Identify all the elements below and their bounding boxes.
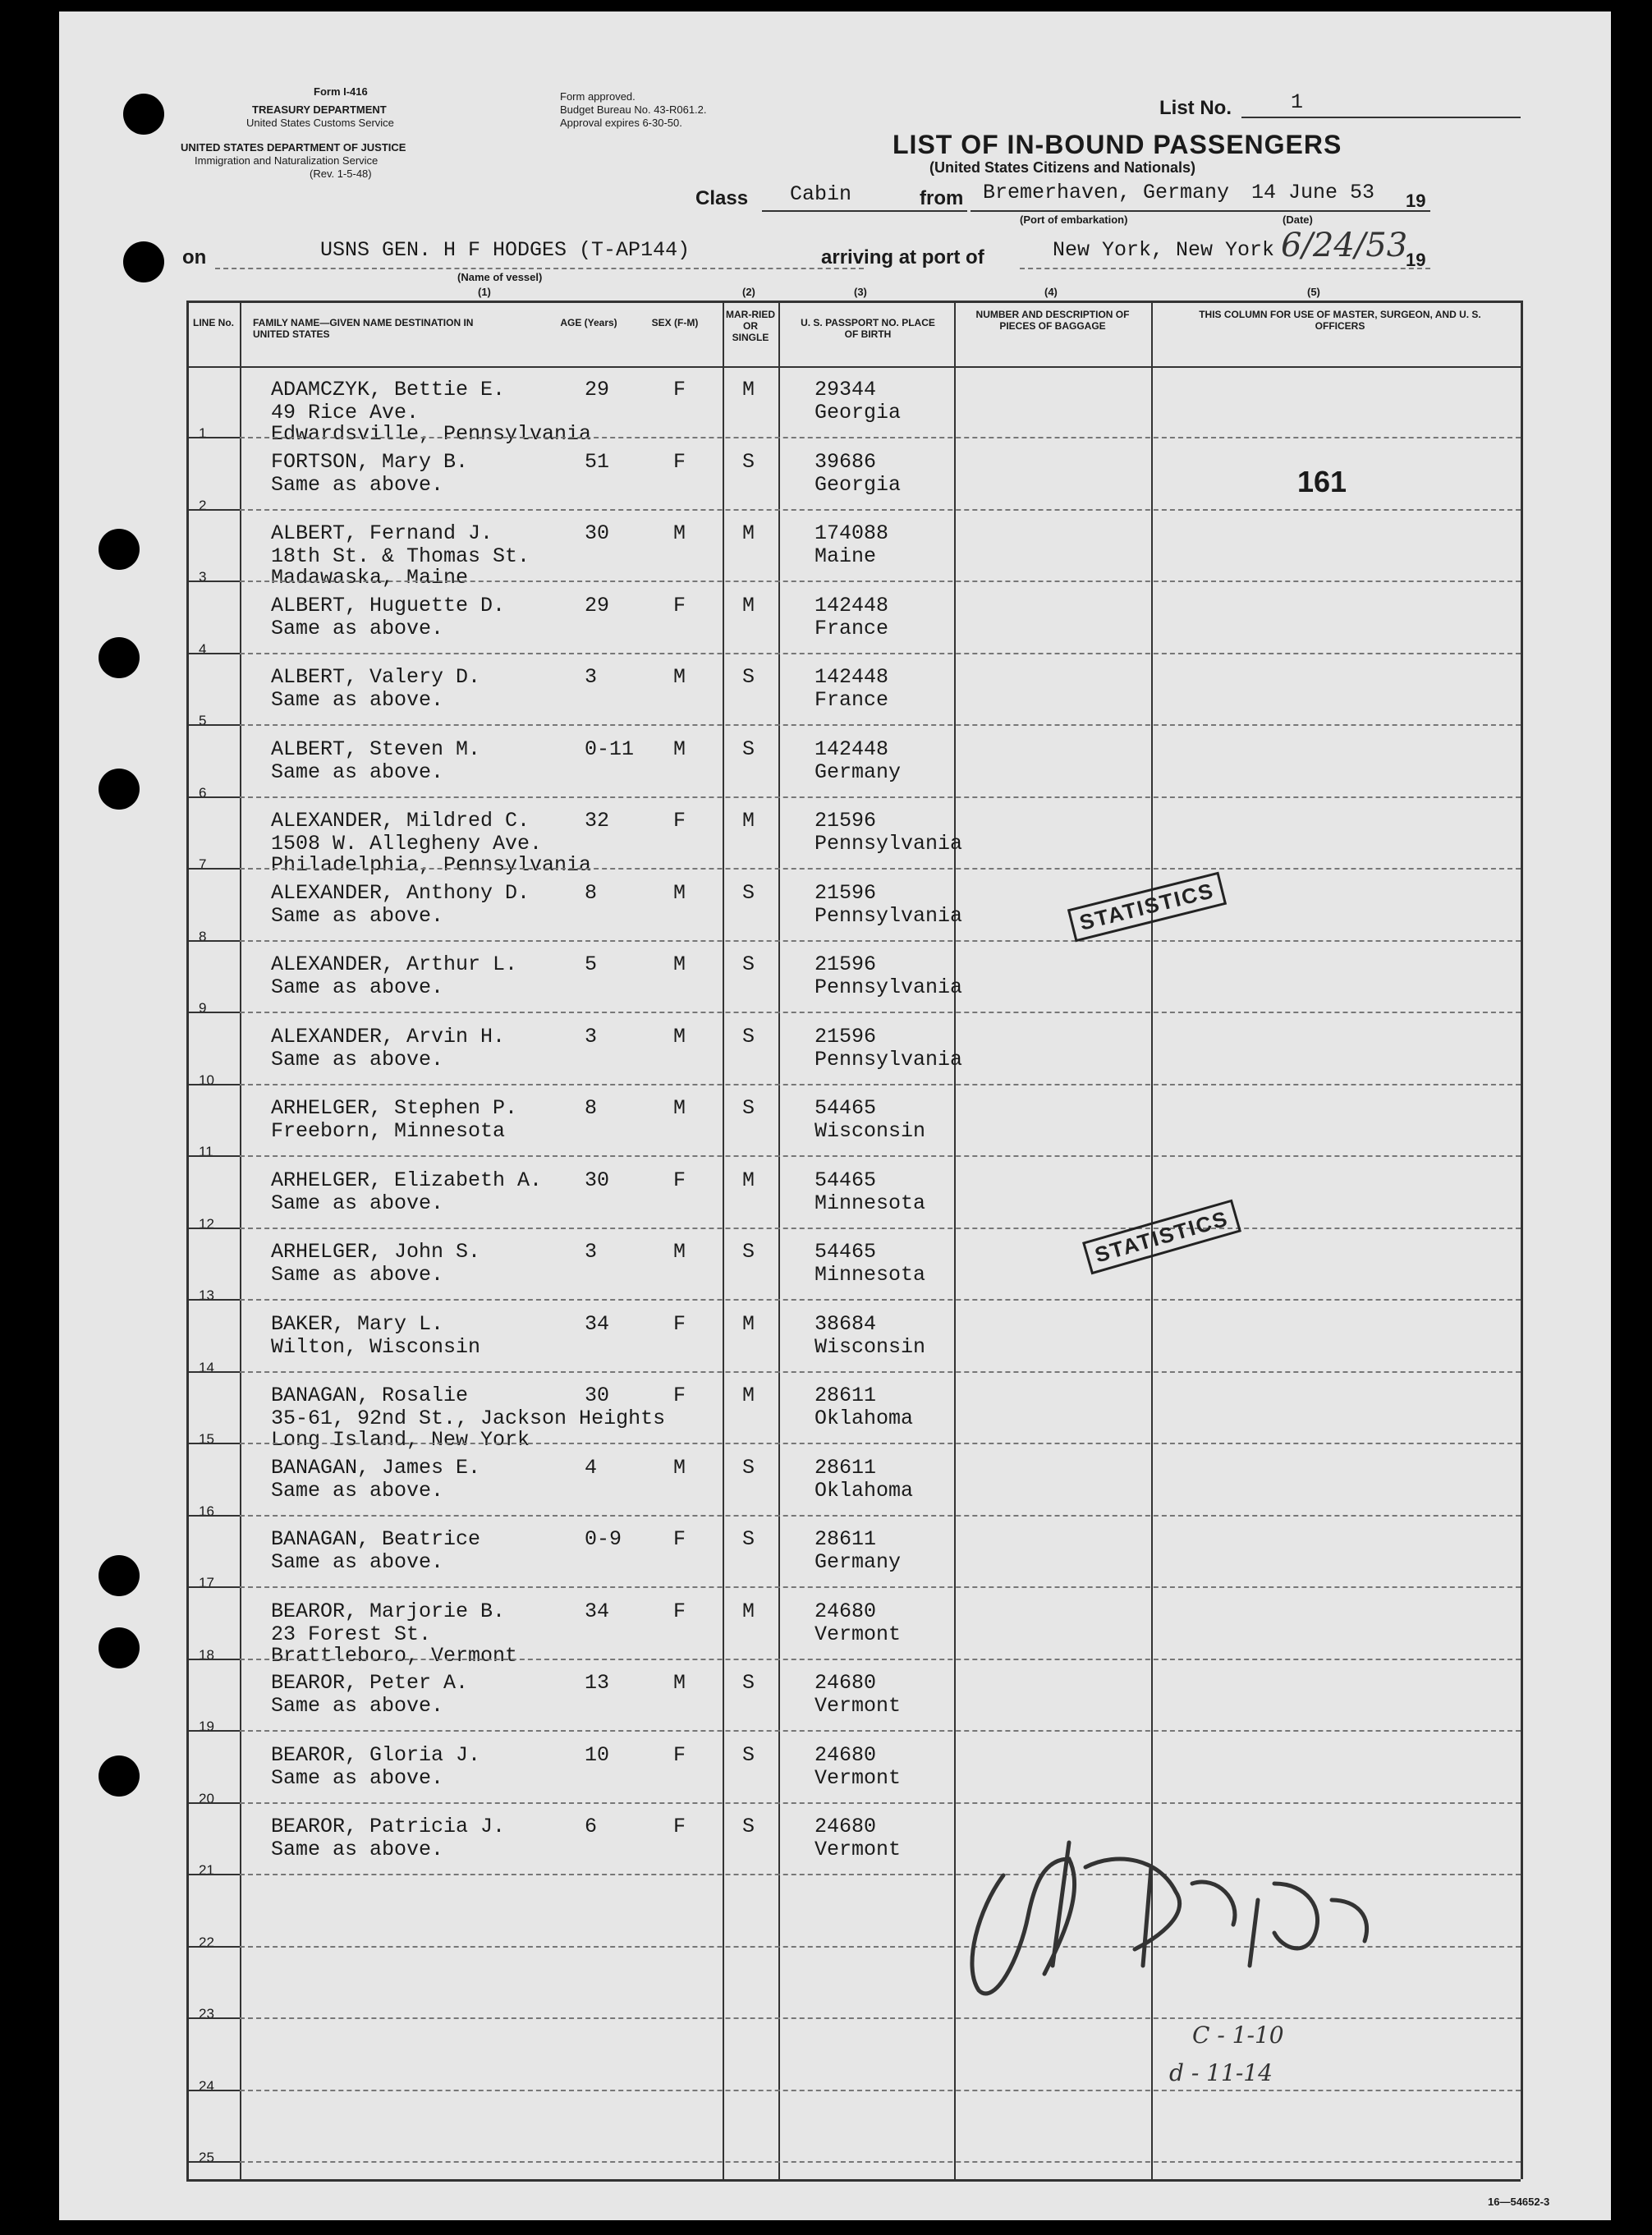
place-of-birth: Pennsylvania	[815, 903, 963, 928]
passenger-address: 35-61, 92nd St., Jackson Heights	[271, 1407, 666, 1430]
line-number: 1	[199, 425, 207, 441]
passport-number: 142448	[815, 593, 889, 617]
line-number: 5	[199, 713, 207, 728]
passenger-address: Same as above.	[271, 1694, 444, 1718]
table-row	[59, 1301, 1611, 1373]
passenger-name: FORTSON, Mary B.	[271, 449, 469, 474]
table-row	[59, 1228, 1611, 1301]
passenger-name: ALEXANDER, Mildred C.	[271, 809, 530, 833]
place-of-birth: Wisconsin	[815, 1334, 926, 1359]
passenger-marital-status: M	[742, 1599, 755, 1623]
ins-service: Immigration and Naturalization Service	[195, 154, 379, 167]
line-number: 19	[199, 1719, 214, 1734]
place-of-birth: Wisconsin	[815, 1119, 926, 1143]
line-number: 17	[199, 1575, 214, 1590]
passenger-sex: M	[673, 665, 686, 689]
passenger-age: 10	[585, 1742, 610, 1767]
passenger-name: ARHELGER, John S.	[271, 1240, 481, 1264]
passenger-address: Same as above.	[271, 1765, 444, 1790]
department-of-justice: UNITED STATES DEPARTMENT OF JUSTICE	[181, 141, 406, 154]
line-number: 8	[199, 928, 207, 944]
passenger-address: 49 Rice Ave.	[271, 401, 420, 425]
passenger-name: BEAROR, Peter A.	[271, 1671, 469, 1695]
passport-number: 38684	[815, 1311, 877, 1336]
passenger-marital-status: M	[742, 1384, 755, 1407]
place-of-birth: Pennsylvania	[815, 975, 963, 999]
passenger-sex: F	[673, 1815, 686, 1838]
handwritten-note: d - 11-14	[1169, 2059, 1273, 2086]
passenger-address: 18th St. & Thomas St.	[271, 544, 530, 568]
line-number: 3	[199, 569, 207, 585]
passenger-name: ALEXANDER, Anthony D.	[271, 880, 530, 905]
passenger-marital-status: S	[742, 1742, 755, 1767]
treasury-department: TREASURY DEPARTMENT	[252, 103, 387, 116]
col-header-sex: SEX (F-M)	[651, 317, 699, 328]
passenger-address: Same as above.	[271, 1478, 444, 1503]
passenger-sex: M	[673, 1096, 686, 1120]
manifest-sheet	[59, 11, 1611, 2220]
passenger-name: ARHELGER, Stephen P.	[271, 1096, 518, 1120]
table-row	[59, 2019, 1611, 2094]
table-row	[59, 1516, 1611, 1588]
place-of-birth: Pennsylvania	[815, 832, 963, 856]
passenger-address: Same as above.	[271, 1191, 444, 1215]
passenger-sex: F	[673, 1384, 686, 1407]
passenger-sex: M	[673, 1671, 686, 1695]
passport-number: 24680	[815, 1671, 877, 1695]
passport-number: 24680	[815, 1815, 877, 1838]
port-embarkation-caption: (Port of embarkation)	[1020, 213, 1128, 226]
passenger-sex: F	[673, 378, 686, 402]
passenger-age: 3	[585, 665, 598, 689]
passenger-age: 6	[585, 1815, 598, 1838]
passenger-address: Same as above.	[271, 616, 444, 640]
passenger-name: ALBERT, Fernand J.	[271, 521, 493, 545]
table-row	[59, 797, 1611, 877]
passenger-marital-status: S	[742, 1815, 755, 1838]
passenger-name: ALEXANDER, Arthur L.	[271, 952, 518, 976]
passenger-name: ALBERT, Valery D.	[271, 665, 481, 689]
arrival-date: 6/24/53	[1281, 227, 1408, 264]
passenger-name: ALBERT, Steven M.	[271, 737, 481, 761]
col-header-baggage: NUMBER AND DESCRIPTION OF PIECES OF BAGGAGE	[975, 309, 1130, 332]
col-header-officers: THIS COLUMN FOR USE OF MASTER, SURGEON, AND U. S. OFFICERS	[1199, 309, 1481, 332]
line-number: 25	[199, 2150, 214, 2165]
place-of-birth: Maine	[815, 544, 877, 568]
column-number: (4)	[1044, 286, 1058, 298]
passenger-marital-status: S	[742, 449, 755, 474]
place-of-birth: France	[815, 688, 889, 712]
line-number: 14	[199, 1359, 214, 1375]
passenger-marital-status: S	[742, 952, 755, 976]
place-of-birth: Minnesota	[815, 1263, 926, 1287]
list-number-value: 1	[1291, 90, 1304, 114]
punch-hole	[123, 241, 164, 282]
place-of-birth: Vermont	[815, 1694, 902, 1718]
passenger-age: 0-11	[585, 737, 635, 761]
list-number-label: List No.	[1159, 97, 1232, 119]
column-number: (2)	[742, 286, 755, 298]
year-prefix: 19	[1406, 190, 1426, 211]
passport-number: 174088	[815, 521, 889, 545]
passport-number: 21596	[815, 952, 877, 976]
table-row	[59, 1588, 1611, 1668]
col-header-passport: U. S. PASSPORT NO. PLACE OF BIRTH	[801, 317, 935, 340]
passenger-marital-status: M	[742, 1311, 755, 1336]
embarkation-date: 14 June 53	[1251, 181, 1375, 204]
table-row	[59, 2090, 1611, 2163]
from-label: from	[920, 187, 964, 209]
passenger-name: ALBERT, Huguette D.	[271, 593, 506, 617]
passport-number: 54465	[815, 1240, 877, 1264]
table-row	[59, 941, 1611, 1016]
customs-service: United States Customs Service	[246, 117, 394, 129]
footer-code: 16—54652-3	[1488, 2196, 1550, 2208]
passenger-address: Wilton, Wisconsin	[271, 1334, 481, 1359]
line-number: 18	[199, 1646, 214, 1663]
form-approved: Form approved.	[560, 90, 636, 103]
place-of-birth: Pennsylvania	[815, 1047, 963, 1072]
passenger-address: 1508 W. Allegheny Ave.	[271, 832, 543, 856]
passenger-sex: M	[673, 952, 686, 976]
passenger-address: Same as above.	[271, 1263, 444, 1287]
passport-number: 21596	[815, 1024, 877, 1049]
passenger-marital-status: S	[742, 1096, 755, 1120]
passenger-address: Same as above.	[271, 1838, 444, 1861]
passport-number: 21596	[815, 880, 877, 905]
passenger-marital-status: S	[742, 880, 755, 905]
line-number: 11	[199, 1144, 213, 1159]
col-header-line: LINE No.	[193, 317, 234, 328]
passenger-sex: F	[673, 1599, 686, 1623]
place-of-birth: Minnesota	[815, 1191, 926, 1215]
place-of-birth: Oklahoma	[815, 1407, 914, 1430]
line-number: 10	[199, 1072, 214, 1088]
place-of-birth: Germany	[815, 760, 902, 784]
line-number: 24	[199, 2077, 214, 2094]
form-number: Form I-416	[314, 85, 368, 98]
passenger-address: 23 Forest St.	[271, 1622, 432, 1646]
passenger-marital-status: S	[742, 1455, 755, 1480]
passenger-marital-status: S	[742, 1527, 755, 1551]
passenger-age: 4	[585, 1455, 598, 1480]
table-row	[59, 510, 1611, 590]
table-row	[59, 726, 1611, 801]
passenger-address: Same as above.	[271, 975, 444, 999]
column-number: (5)	[1307, 286, 1320, 298]
class-label: Class	[695, 187, 749, 209]
column-number: (3)	[854, 286, 867, 298]
passport-number: 54465	[815, 1096, 877, 1120]
passenger-sex: M	[673, 1240, 686, 1264]
table-row	[59, 870, 1611, 942]
passenger-address: Same as above.	[271, 688, 444, 712]
budget-bureau-number: Budget Bureau No. 43-R061.2.	[560, 103, 707, 116]
passenger-address: Same as above.	[271, 472, 444, 497]
passenger-marital-status: S	[742, 737, 755, 761]
arriving-label: arriving at port of	[821, 246, 984, 268]
passenger-marital-status: M	[742, 521, 755, 545]
passenger-name: BANAGAN, Rosalie	[271, 1384, 469, 1407]
passenger-age: 13	[585, 1671, 610, 1695]
passenger-sex: M	[673, 1455, 686, 1480]
document-title: LIST OF IN-BOUND PASSENGERS	[893, 130, 1342, 159]
place-of-birth: Vermont	[815, 1838, 902, 1861]
passport-number: 24680	[815, 1599, 877, 1623]
passenger-address-2: Edwardsville, Pennsylvania	[271, 422, 592, 446]
handwritten-note: C - 1-10	[1192, 2022, 1284, 2049]
passenger-address: Same as above.	[271, 1550, 444, 1574]
vessel-name: USNS GEN. H F HODGES (T-AP144)	[320, 238, 691, 262]
statistics-stamp: STATISTICS	[1082, 1200, 1241, 1275]
passport-number: 28611	[815, 1384, 877, 1407]
passenger-age: 29	[585, 378, 610, 402]
date-caption: (Date)	[1283, 213, 1313, 226]
passenger-name: ALEXANDER, Arvin H.	[271, 1024, 506, 1049]
passenger-marital-status: M	[742, 809, 755, 833]
passenger-address: Same as above.	[271, 760, 444, 784]
passenger-name: BEAROR, Gloria J.	[271, 1742, 481, 1767]
place-of-birth: Oklahoma	[815, 1478, 914, 1503]
statistics-stamp: STATISTICS	[1067, 872, 1227, 943]
year-prefix-2: 19	[1406, 250, 1426, 270]
passenger-name: BEAROR, Marjorie B.	[271, 1599, 506, 1623]
passenger-name: ADAMCZYK, Bettie E.	[271, 378, 506, 402]
line-number: 15	[199, 1431, 214, 1447]
passenger-age: 5	[585, 952, 598, 976]
port-of-embarkation: Bremerhaven, Germany	[983, 181, 1230, 204]
table-row	[59, 438, 1611, 511]
passenger-age: 30	[585, 1384, 610, 1407]
passenger-sex: M	[673, 880, 686, 905]
passenger-age: 30	[585, 1168, 610, 1192]
line-number: 7	[199, 856, 207, 872]
passenger-name: BANAGAN, Beatrice	[271, 1527, 481, 1551]
passenger-address-2: Philadelphia, Pennsylvania	[271, 853, 592, 877]
class-value: Cabin	[790, 182, 852, 206]
passenger-name: BAKER, Mary L.	[271, 1311, 444, 1336]
passport-number: 29344	[815, 378, 877, 402]
passenger-age: 34	[585, 1599, 610, 1623]
passport-number: 21596	[815, 809, 877, 833]
passenger-age: 8	[585, 880, 598, 905]
passport-number: 24680	[815, 1742, 877, 1767]
place-of-birth: Georgia	[815, 472, 902, 497]
table-row	[59, 654, 1611, 726]
place-of-birth: Vermont	[815, 1765, 902, 1790]
document-subtitle: (United States Citizens and Nationals)	[929, 159, 1196, 176]
line-number: 23	[199, 2006, 214, 2022]
col-header-married: MAR-RIED OR SINGLE	[726, 309, 775, 343]
column-number: (1)	[478, 286, 491, 298]
signature-scribble	[946, 1777, 1406, 2023]
table-row	[59, 366, 1611, 446]
passenger-marital-status: S	[742, 1024, 755, 1049]
passport-number: 142448	[815, 737, 889, 761]
line-number: 20	[199, 1790, 214, 1806]
passport-number: 28611	[815, 1455, 877, 1480]
passenger-age: 0-9	[585, 1527, 622, 1551]
passport-number: 142448	[815, 665, 889, 689]
passenger-sex: F	[673, 1168, 686, 1192]
passenger-sex: F	[673, 809, 686, 833]
passenger-sex: F	[673, 1527, 686, 1551]
passenger-age: 8	[585, 1096, 598, 1120]
passport-number: 28611	[815, 1527, 877, 1551]
passenger-marital-status: M	[742, 378, 755, 402]
line-number: 12	[199, 1215, 214, 1232]
line-number: 9	[199, 1000, 207, 1016]
table-row	[59, 582, 1611, 657]
passenger-marital-status: S	[742, 1240, 755, 1264]
on-label: on	[182, 246, 207, 268]
passenger-age: 3	[585, 1024, 598, 1049]
passenger-address-2: Madawaska, Maine	[271, 566, 469, 590]
passenger-sex: M	[673, 1024, 686, 1049]
passenger-age: 34	[585, 1311, 610, 1336]
passport-number: 54465	[815, 1168, 877, 1192]
passenger-sex: F	[673, 1311, 686, 1336]
line-number: 4	[199, 640, 207, 657]
passenger-age: 29	[585, 593, 610, 617]
line-number: 16	[199, 1503, 214, 1519]
punch-hole	[123, 94, 164, 135]
table-row	[59, 1085, 1611, 1157]
passenger-name: BEAROR, Patricia J.	[271, 1815, 506, 1838]
place-of-birth: Vermont	[815, 1622, 902, 1646]
officer-number: 161	[1297, 465, 1347, 498]
passenger-marital-status: S	[742, 665, 755, 689]
passenger-address: Freeborn, Minnesota	[271, 1119, 506, 1143]
table-row	[59, 1372, 1611, 1452]
passenger-age: 51	[585, 449, 610, 474]
passenger-sex: M	[673, 737, 686, 761]
line-number: 2	[199, 497, 207, 513]
passenger-age: 32	[585, 809, 610, 833]
arrival-port: New York, New York	[1053, 238, 1275, 262]
table-row	[59, 1659, 1611, 1732]
passenger-address: Same as above.	[271, 1047, 444, 1072]
form-revision: (Rev. 1-5-48)	[310, 168, 372, 180]
line-number: 6	[199, 784, 207, 801]
place-of-birth: France	[815, 616, 889, 640]
passenger-name: ARHELGER, Elizabeth A.	[271, 1168, 543, 1192]
line-number: 22	[199, 1934, 214, 1950]
vessel-caption: (Name of vessel)	[457, 271, 543, 283]
passenger-marital-status: M	[742, 1168, 755, 1192]
approval-expiry: Approval expires 6-30-50.	[560, 117, 682, 129]
passenger-sex: F	[673, 1742, 686, 1767]
col-header-name: FAMILY NAME—GIVEN NAME DESTINATION IN UNITED STATES	[253, 317, 474, 340]
line-number: 13	[199, 1287, 214, 1303]
passport-number: 39686	[815, 449, 877, 474]
passenger-marital-status: M	[742, 593, 755, 617]
col-header-age: AGE (Years)	[560, 317, 617, 328]
place-of-birth: Germany	[815, 1550, 902, 1574]
passenger-age: 3	[585, 1240, 598, 1264]
passenger-address-2: Brattleboro, Vermont	[271, 1643, 518, 1668]
line-number: 21	[199, 1862, 214, 1878]
passenger-sex: F	[673, 449, 686, 474]
passenger-marital-status: S	[742, 1671, 755, 1695]
passenger-name: BANAGAN, James E.	[271, 1455, 481, 1480]
passenger-address: Same as above.	[271, 903, 444, 928]
passenger-address-2: Long Island, New York	[271, 1428, 530, 1452]
passenger-sex: M	[673, 521, 686, 545]
table-row	[59, 1444, 1611, 1517]
passenger-sex: F	[673, 593, 686, 617]
passenger-age: 30	[585, 521, 610, 545]
place-of-birth: Georgia	[815, 401, 902, 425]
table-row	[59, 1157, 1611, 1232]
table-row	[59, 1013, 1611, 1088]
